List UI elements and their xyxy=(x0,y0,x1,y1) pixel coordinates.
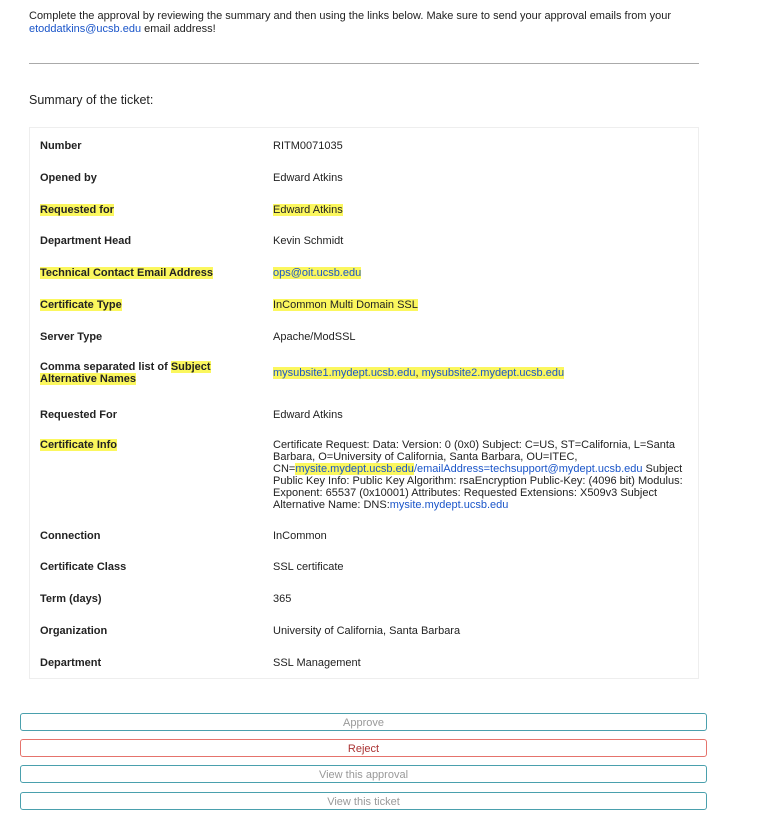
field-value xyxy=(263,204,698,216)
field-value xyxy=(263,140,698,152)
summary-title: Summary of the ticket: xyxy=(29,93,154,107)
text-segment: Technical Contact Email Address xyxy=(40,267,213,279)
field-label xyxy=(40,439,263,511)
field-value xyxy=(263,625,698,637)
field-label xyxy=(40,267,263,279)
text-segment: Number xyxy=(40,140,82,152)
value-link[interactable]: /emailAddress=techsupport@mydept.ucsb.edu xyxy=(413,463,643,475)
table-row xyxy=(30,439,708,511)
field-label xyxy=(40,530,263,542)
intro-text: Complete the approval by reviewing the summary and then using the links below. Make sure to send your approval emails from your etoddatkins@ucsb.edu email address! xyxy=(29,10,671,35)
text-segment: Edward Atkins xyxy=(273,409,343,421)
view-approval-button[interactable]: View this approval xyxy=(20,765,707,783)
table-row xyxy=(30,172,708,184)
field-label xyxy=(40,172,263,184)
value-link[interactable]: mysite.mydept.ucsb.edu xyxy=(389,499,509,511)
field-label xyxy=(40,204,263,216)
divider xyxy=(29,63,699,64)
field-value xyxy=(263,299,698,311)
table-row xyxy=(30,530,708,542)
text-segment: Apache/ModSSL xyxy=(273,331,356,343)
field-label xyxy=(40,361,263,385)
field-label xyxy=(40,593,263,605)
text-segment: Server Type xyxy=(40,331,103,343)
table-row xyxy=(30,361,708,385)
table-row xyxy=(30,331,708,343)
text-segment: Certificate Info xyxy=(40,439,118,451)
field-label xyxy=(40,561,263,573)
text-segment: Department xyxy=(40,657,102,669)
text-segment: Term (days) xyxy=(40,593,102,605)
text-segment: InCommon Multi Domain SSL xyxy=(273,299,418,311)
email-link[interactable]: etoddatkins@ucsb.edu xyxy=(29,23,142,35)
field-label xyxy=(40,657,263,669)
text-segment: Certificate Type xyxy=(40,299,122,311)
summary-table xyxy=(29,127,699,679)
approve-button[interactable]: Approve xyxy=(20,713,707,731)
text-segment: Subject Public Key Info: Public Key Algorithm: rsaEncryption Public-Key: (4096 bit) Modulus: Exponent: 65537 (0x10001) Attributes: Requested Extensions: X509v3 Subject Alternative Name: DNS: xyxy=(273,463,683,511)
text-segment: University of California, Santa Barbara xyxy=(273,625,461,637)
text-segment: InCommon xyxy=(273,530,327,542)
field-value xyxy=(263,561,698,573)
field-value xyxy=(263,530,698,542)
field-label xyxy=(40,331,263,343)
text-segment: Requested for xyxy=(40,204,114,216)
field-value xyxy=(263,267,698,279)
table-row xyxy=(30,593,708,605)
text-segment: Organization xyxy=(40,625,108,637)
text-segment: Certificate Request: Data: Version: 0 (0x0) Subject: C=US, ST=California, L=Santa Barbara, O=University of California, Santa Barbara, OU=ITEC, CN= xyxy=(273,439,676,475)
field-value xyxy=(263,409,698,421)
field-value xyxy=(263,331,698,343)
field-label xyxy=(40,409,263,421)
field-value xyxy=(263,657,698,669)
field-value xyxy=(263,172,698,184)
text-segment: Comma separated list of xyxy=(40,361,171,373)
field-label xyxy=(40,140,263,152)
text-segment: , xyxy=(415,367,422,379)
field-label xyxy=(40,299,263,311)
field-label xyxy=(40,235,263,247)
text-segment: 365 xyxy=(273,593,292,605)
text-segment: Kevin Schmidt xyxy=(273,235,344,247)
text-segment: RITM0071035 xyxy=(273,140,343,152)
value-link[interactable]: mysite.mydept.ucsb.edu xyxy=(295,463,414,475)
text-segment: SSL certificate xyxy=(273,561,344,573)
view-ticket-button[interactable]: View this ticket xyxy=(20,792,707,810)
field-value xyxy=(263,235,698,247)
table-row xyxy=(30,657,708,669)
text-segment: Certificate Class xyxy=(40,561,127,573)
text-segment: Subject Alternative Names xyxy=(40,361,211,385)
reject-button[interactable]: Reject xyxy=(20,739,707,757)
field-label xyxy=(40,625,263,637)
text-segment: Requested For xyxy=(40,409,118,421)
text-segment: Opened by xyxy=(40,172,97,184)
text-segment: Edward Atkins xyxy=(273,172,343,184)
field-value xyxy=(263,361,698,385)
value-link[interactable]: mysubsite1.mydept.ucsb.edu xyxy=(273,367,416,379)
value-link[interactable]: mysubsite2.mydept.ucsb.edu xyxy=(421,367,565,379)
table-row xyxy=(30,299,708,311)
text-segment: Edward Atkins xyxy=(273,204,343,216)
field-value xyxy=(263,593,698,605)
value-link[interactable]: ops@oit.ucsb.edu xyxy=(273,267,362,279)
table-row xyxy=(30,409,708,421)
field-value xyxy=(263,439,698,511)
table-row xyxy=(30,204,708,216)
table-row xyxy=(30,561,708,573)
table-row xyxy=(30,140,708,152)
table-row xyxy=(30,625,708,637)
table-row xyxy=(30,267,708,279)
table-row xyxy=(30,235,708,247)
text-segment: Department Head xyxy=(40,235,132,247)
text-segment: SSL Management xyxy=(273,657,361,669)
text-segment: Connection xyxy=(40,530,101,542)
